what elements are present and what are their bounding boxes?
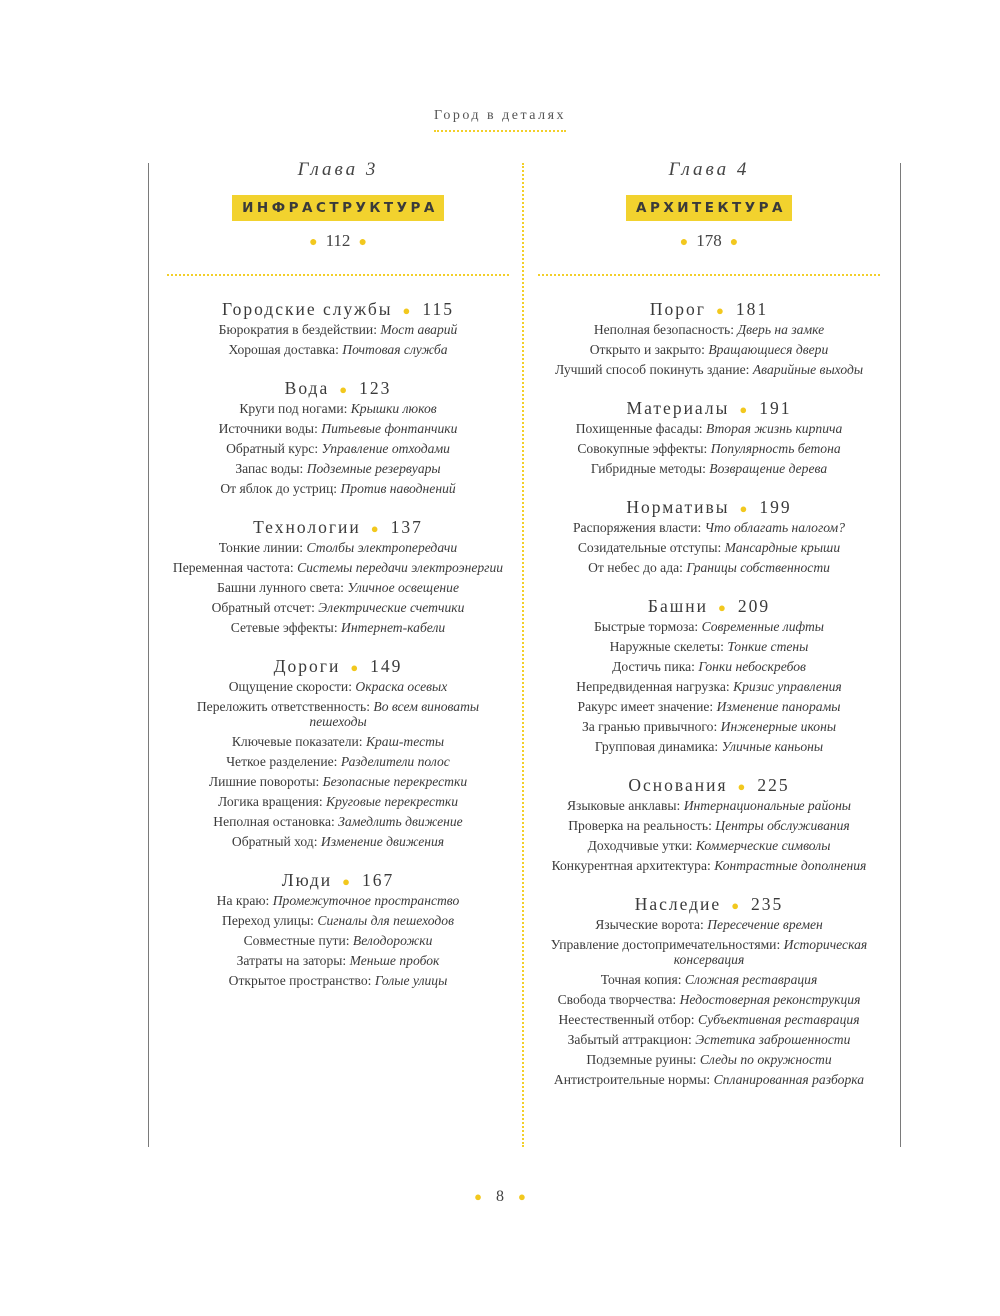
section-page-number: 199: [759, 497, 792, 517]
entry-lead: Свобода творчества:: [557, 992, 677, 1007]
toc-entry: [538, 937, 880, 967]
toc-entry: [538, 917, 880, 932]
section-heading: [167, 655, 509, 677]
toc-entry: [538, 520, 880, 535]
section-page-number: 191: [759, 398, 792, 418]
bullet-dot-icon: ●: [679, 235, 689, 250]
entry-subtitle: Почтовая служба: [342, 342, 448, 357]
entry-lead: Быстрые тормоза:: [594, 619, 699, 634]
entry-lead: Неестественный отбор:: [558, 1012, 695, 1027]
toc-entry: [538, 639, 880, 654]
entry-subtitle: Уличные каньоны: [721, 739, 824, 754]
entry-lead: Круги под ногами:: [239, 401, 348, 416]
toc-entry: [167, 421, 509, 436]
entry-subtitle: Разделители полос: [340, 754, 450, 769]
entry-subtitle: Управление отходами: [321, 441, 450, 456]
section-title: Люди: [281, 870, 333, 890]
section-title: Наследие: [634, 894, 722, 914]
entry-subtitle: Электрические счетчики: [318, 600, 465, 615]
entry-subtitle: Гонки небоскребов: [698, 659, 806, 674]
entry-lead: Четкое разделение:: [226, 754, 338, 769]
entry-subtitle: Вращающиеся двери: [708, 342, 829, 357]
section-page-number: 181: [735, 299, 769, 319]
chapter-title: ИНФРАСТРУКТУРА: [232, 195, 444, 221]
section-heading: [538, 893, 880, 915]
toc-section: [538, 774, 880, 873]
toc-entry: [538, 461, 880, 476]
toc-entry: [167, 893, 509, 908]
toc-section: [538, 298, 880, 377]
dotted-separator: [538, 274, 880, 276]
section-page-number: 123: [359, 378, 392, 398]
section-title: Нормативы: [626, 497, 730, 517]
chapter-label: Глава 4: [668, 159, 750, 180]
bullet-dot-icon: ●: [729, 235, 739, 250]
toc-entry: [167, 699, 509, 729]
entry-subtitle: Крышки люков: [350, 401, 437, 416]
folio-number: 8: [496, 1188, 504, 1205]
section-title: Основания: [628, 775, 728, 795]
entry-subtitle: Меньше пробок: [349, 953, 440, 968]
entry-lead: Тонкие линии:: [218, 540, 304, 555]
toc-entry: [167, 540, 509, 555]
bullet-dot-icon: ●: [518, 1189, 526, 1204]
toc-entry: [167, 461, 509, 476]
section-heading: [538, 298, 880, 320]
entry-subtitle: Голые улицы: [374, 973, 448, 988]
entry-subtitle: Спланированная разборка: [713, 1072, 865, 1087]
entry-lead: Языческие ворота:: [595, 917, 704, 932]
entry-subtitle: Круговые перекрестки: [326, 794, 459, 809]
section-heading: [167, 377, 509, 399]
toc-entry: [538, 342, 880, 357]
entry-subtitle: Изменение панорамы: [716, 699, 841, 714]
entry-lead: Проверка на реальность:: [568, 818, 712, 833]
entry-lead: Логика вращения:: [217, 794, 323, 809]
toc-entry: [167, 953, 509, 968]
toc-section: [167, 655, 509, 849]
toc-entry: [167, 580, 509, 595]
entry-lead: Доходчивые утки:: [587, 838, 693, 853]
bullet-dot-icon: ●: [739, 501, 750, 516]
entry-subtitle: Следы по окружности: [699, 1052, 832, 1067]
section-page-number: 225: [757, 775, 790, 795]
entry-lead: Башни лунного света:: [217, 580, 344, 595]
section-page-number: 235: [751, 894, 784, 914]
entry-subtitle: Изменение движения: [320, 834, 445, 849]
entry-subtitle: Популярность бетона: [710, 441, 841, 456]
entry-lead: Конкурентная архитектура:: [551, 858, 711, 873]
entry-subtitle: Современные лифты: [701, 619, 824, 634]
entry-lead: Непредвиденная нагрузка:: [576, 679, 730, 694]
toc-entry: [538, 441, 880, 456]
toc-entry: [538, 818, 880, 833]
section-list: [538, 298, 880, 1087]
entry-lead: Обратный отсчет:: [211, 600, 315, 615]
toc-entry: [167, 441, 509, 456]
toc-entry: [167, 679, 509, 694]
toc-entry: [538, 421, 880, 436]
entry-subtitle: Аварийные выходы: [752, 362, 864, 377]
entry-lead: Обратный ход:: [231, 834, 318, 849]
entry-lead: Лучший способ покинуть здание:: [554, 362, 750, 377]
dotted-separator: [167, 274, 509, 276]
chapter-page: [538, 230, 880, 252]
section-page-number: 167: [361, 870, 395, 890]
toc-entry: [538, 679, 880, 694]
toc-entry: [167, 794, 509, 809]
entry-subtitle: Интернет-кабели: [341, 620, 446, 635]
toc-entry: [167, 342, 509, 357]
toc-entry: [538, 322, 880, 337]
toc-entry: [167, 933, 509, 948]
bullet-dot-icon: ●: [715, 303, 726, 318]
bullet-dot-icon: ●: [370, 521, 381, 536]
entry-lead: Неполная остановка:: [213, 814, 335, 829]
section-title: Материалы: [626, 398, 730, 418]
toc-entry: [538, 1032, 880, 1047]
chapter-label: Глава 3: [297, 159, 379, 180]
entry-subtitle: Велодорожки: [352, 933, 433, 948]
entry-lead: Наружные скелеты:: [609, 639, 724, 654]
entry-subtitle: Краш-тесты: [365, 734, 445, 749]
bullet-dot-icon: ●: [350, 660, 361, 675]
toc-section: [167, 377, 509, 496]
bullet-dot-icon: ●: [358, 235, 367, 250]
chapter-page-number: 112: [325, 231, 351, 250]
toc-section: [538, 893, 880, 1087]
chapter-column-4: [538, 158, 880, 1107]
entry-subtitle: Центры обслуживания: [715, 818, 850, 833]
section-heading: [167, 869, 509, 891]
section-title: Дороги: [273, 656, 341, 676]
entry-lead: Обратный курс:: [226, 441, 319, 456]
toc-section: [167, 516, 509, 635]
section-title: Порог: [649, 299, 706, 319]
entry-lead: От небес до ада:: [588, 560, 683, 575]
bullet-dot-icon: ●: [402, 303, 413, 318]
section-heading: [538, 774, 880, 796]
toc-entry: [167, 620, 509, 635]
entry-subtitle: Интернациональные районы: [683, 798, 852, 813]
bullet-dot-icon: ●: [739, 402, 750, 417]
entry-subtitle: Эстетика заброшенности: [695, 1032, 851, 1047]
toc-section: [538, 397, 880, 476]
toc-entry: [538, 619, 880, 634]
entry-subtitle: Пересечение времен: [707, 917, 823, 932]
toc-entry: [167, 834, 509, 849]
entry-lead: Лишние повороты:: [208, 774, 320, 789]
toc-section: [538, 496, 880, 575]
section-title: Городские службы: [221, 299, 393, 319]
entry-subtitle: Во всем виноваты пешеходы: [309, 699, 480, 729]
toc-entry: [538, 739, 880, 754]
entry-lead: Источники воды:: [218, 421, 318, 436]
entry-lead: Затраты на заторы:: [236, 953, 347, 968]
entry-subtitle: Инженерные иконы: [720, 719, 837, 734]
entry-subtitle: Недостоверная реконструкция: [679, 992, 861, 1007]
entry-lead: Забытый аттракцион:: [567, 1032, 692, 1047]
running-head-text: Город в деталях: [434, 108, 566, 132]
toc-entry: [538, 992, 880, 1007]
entry-subtitle: Мансардные крыши: [724, 540, 841, 555]
left-rule: [148, 163, 149, 1147]
entry-lead: Сетевые эффекты:: [230, 620, 338, 635]
entry-lead: Групповая динамика:: [594, 739, 719, 754]
section-page-number: 149: [370, 656, 403, 676]
entry-lead: Бюрократия в бездействии:: [218, 322, 377, 337]
entry-lead: На краю:: [216, 893, 270, 908]
toc-section: [167, 298, 509, 357]
chapter-column-3: [167, 158, 509, 1008]
toc-entry: [538, 659, 880, 674]
entry-lead: Гибридные методы:: [590, 461, 706, 476]
running-head: [0, 104, 1000, 132]
toc-entry: [538, 1072, 880, 1087]
toc-entry: [167, 913, 509, 928]
entry-subtitle: Против наводнений: [340, 481, 456, 496]
section-page-number: 115: [422, 299, 455, 319]
entry-lead: Точная копия:: [600, 972, 682, 987]
bullet-dot-icon: ●: [737, 779, 748, 794]
toc-entry: [538, 699, 880, 714]
toc-entry: [538, 560, 880, 575]
entry-lead: Ключевые показатели:: [231, 734, 363, 749]
toc-entry: [538, 858, 880, 873]
entry-subtitle: Сложная реставрация: [684, 972, 818, 987]
entry-subtitle: Возвращение дерева: [709, 461, 828, 476]
bullet-dot-icon: ●: [731, 898, 742, 913]
section-title: Башни: [647, 596, 708, 616]
entry-subtitle: Промежуточное пространство: [272, 893, 460, 908]
section-heading: [538, 397, 880, 419]
entry-lead: Подземные руины:: [586, 1052, 697, 1067]
toc-entry: [167, 734, 509, 749]
entry-lead: От яблок до устриц:: [220, 481, 338, 496]
entry-lead: Антистроительные нормы:: [553, 1072, 711, 1087]
toc-entry: [538, 1012, 880, 1027]
entry-lead: Совокупные эффекты:: [577, 441, 708, 456]
entry-subtitle: Сигналы для пешеходов: [317, 913, 454, 928]
section-heading: [538, 496, 880, 518]
entry-lead: Распоряжения власти:: [572, 520, 702, 535]
bullet-dot-icon: ●: [474, 1189, 482, 1204]
toc-entry: [167, 600, 509, 615]
toc-entry: [167, 481, 509, 496]
entry-subtitle: Замедлить движение: [338, 814, 463, 829]
entry-subtitle: Что облагать налогом?: [704, 520, 846, 535]
entry-subtitle: Субъективная реставрация: [698, 1012, 860, 1027]
bullet-dot-icon: ●: [717, 600, 728, 615]
section-heading: [167, 516, 509, 538]
entry-lead: Запас воды:: [235, 461, 304, 476]
section-list: [167, 298, 509, 988]
toc-entry: [167, 973, 509, 988]
entry-subtitle: Историческая консервация: [673, 937, 868, 967]
entry-lead: Языковые анклавы:: [566, 798, 681, 813]
right-rule: [900, 163, 901, 1147]
chapter-page: [167, 230, 509, 252]
entry-lead: Хорошая доставка:: [228, 342, 339, 357]
entry-subtitle: Окраска осевых: [355, 679, 448, 694]
toc-entry: [538, 362, 880, 377]
toc-entry: [167, 814, 509, 829]
section-title: Технологии: [253, 517, 361, 537]
entry-lead: Похищенные фасады:: [575, 421, 703, 436]
entry-lead: Ракурс имеет значение:: [577, 699, 714, 714]
entry-subtitle: Подземные резервуары: [306, 461, 441, 476]
entry-lead: За гранью привычного:: [581, 719, 718, 734]
chapter-page-number: 178: [696, 231, 722, 250]
toc-entry: [538, 838, 880, 853]
entry-subtitle: Безопасные перекрестки: [322, 774, 468, 789]
entry-subtitle: Дверь на замке: [737, 322, 825, 337]
entry-subtitle: Вторая жизнь кирпича: [705, 421, 843, 436]
toc-entry: [538, 798, 880, 813]
section-page-number: 137: [390, 517, 423, 537]
chapter-title: АРХИТЕКТУРА: [626, 195, 792, 221]
entry-subtitle: Уличное освещение: [347, 580, 459, 595]
section-page-number: 209: [737, 596, 771, 616]
entry-subtitle: Системы передачи электроэнергии: [297, 560, 504, 575]
entry-lead: Совместные пути:: [243, 933, 350, 948]
section-heading: [538, 595, 880, 617]
entry-lead: Неполная безопасность:: [593, 322, 735, 337]
toc-entry: [167, 322, 509, 337]
section-title: Вода: [284, 378, 330, 398]
toc-entry: [538, 540, 880, 555]
entry-lead: Открыто и закрыто:: [589, 342, 705, 357]
entry-subtitle: Границы собственности: [686, 560, 830, 575]
bullet-dot-icon: ●: [339, 382, 350, 397]
entry-lead: Созидательные отступы:: [577, 540, 722, 555]
bullet-dot-icon: ●: [309, 235, 318, 250]
entry-lead: Переход улицы:: [222, 913, 314, 928]
entry-subtitle: Тонкие стены: [727, 639, 809, 654]
toc-section: [538, 595, 880, 754]
entry-lead: Управление достопримечательностями:: [550, 937, 781, 952]
bullet-dot-icon: ●: [342, 874, 352, 889]
entry-subtitle: Кризис управления: [733, 679, 842, 694]
entry-lead: Ощущение скорости:: [228, 679, 352, 694]
toc-entry: [538, 1052, 880, 1067]
toc-entry: [167, 774, 509, 789]
entry-subtitle: Коммерческие символы: [695, 838, 831, 853]
toc-section: [167, 869, 509, 988]
toc-entry: [167, 560, 509, 575]
entry-subtitle: Столбы электропередачи: [306, 540, 458, 555]
toc-entry: [167, 401, 509, 416]
entry-subtitle: Питьевые фонтанчики: [321, 421, 458, 436]
page-number: [0, 1188, 1000, 1206]
entry-lead: Переменная частота:: [172, 560, 294, 575]
entry-lead: Открытое пространство:: [228, 973, 372, 988]
toc-entry: [538, 719, 880, 734]
entry-lead: Достичь пика:: [612, 659, 695, 674]
entry-subtitle: Мост аварий: [380, 322, 458, 337]
section-heading: [167, 298, 509, 320]
center-dotted-divider: [522, 163, 524, 1147]
toc-entry: [538, 972, 880, 987]
entry-lead: Переложить ответственность:: [196, 699, 371, 714]
toc-entry: [167, 754, 509, 769]
entry-subtitle: Контрастные дополнения: [714, 858, 867, 873]
